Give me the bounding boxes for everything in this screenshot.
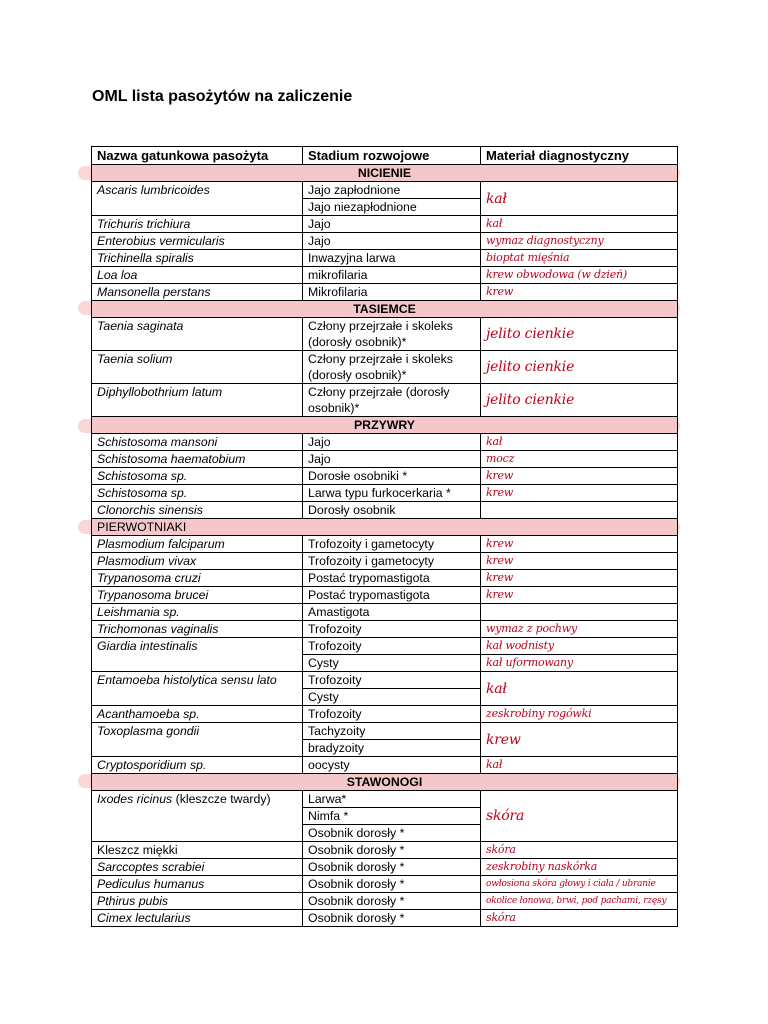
material-handwritten: wymaz z pochwy bbox=[481, 621, 678, 638]
material-handwritten: jelito cienkie bbox=[481, 318, 678, 351]
material-handwritten: krew bbox=[481, 536, 678, 553]
section-stawonogi: STAWONOGI bbox=[92, 774, 678, 791]
header-stage: Stadium rozwojowe bbox=[303, 147, 481, 165]
species-cell: Cryptosporidium sp. bbox=[92, 757, 303, 774]
table-row bbox=[92, 182, 678, 199]
stage-cell: Amastigota bbox=[303, 604, 481, 621]
species-cell: Toxoplasma gondii bbox=[92, 723, 303, 757]
stage-cell: Cysty bbox=[303, 689, 481, 706]
table-row bbox=[92, 791, 678, 808]
table-row bbox=[92, 468, 678, 485]
species-cell: Giardia intestinalis bbox=[92, 638, 303, 672]
table-row bbox=[92, 318, 678, 351]
stage-cell: Jajo bbox=[303, 216, 481, 233]
stage-cell: Tachyzoity bbox=[303, 723, 481, 740]
species-cell: Ascaris lumbricoides bbox=[92, 182, 303, 216]
table-row bbox=[92, 876, 678, 893]
table-row bbox=[92, 451, 678, 468]
material-handwritten: bioptat mięśnia bbox=[481, 250, 678, 267]
table-row bbox=[92, 216, 678, 233]
species-cell: Kleszcz miękki bbox=[92, 842, 303, 859]
species-cell: Trichinella spiralis bbox=[92, 250, 303, 267]
table-row bbox=[92, 250, 678, 267]
section-nicienie: NICIENIE bbox=[92, 165, 678, 182]
table-row bbox=[92, 553, 678, 570]
stage-cell: Jajo zapłodnione bbox=[303, 182, 481, 199]
species-cell: Entamoeba histolytica sensu lato bbox=[92, 672, 303, 706]
material-handwritten: krew bbox=[481, 468, 678, 485]
material-handwritten: owłosiona skóra głowy i ciała / ubranie bbox=[481, 876, 678, 893]
section-pierwotniaki: PIERWOTNIAKI bbox=[92, 519, 678, 536]
stage-cell: Postać trypomastigota bbox=[303, 587, 481, 604]
species-cell: Sarccoptes scrabiei bbox=[92, 859, 303, 876]
header-row bbox=[92, 147, 678, 165]
material-handwritten: kał wodnisty bbox=[481, 638, 678, 655]
material-handwritten bbox=[481, 502, 678, 519]
stage-cell: Człony przejrzałe (dorosły osobnik)* bbox=[303, 384, 481, 417]
species-cell: Clonorchis sinensis bbox=[92, 502, 303, 519]
stage-cell: Trofozoity bbox=[303, 706, 481, 723]
stage-cell: Osobnik dorosły * bbox=[303, 842, 481, 859]
material-handwritten: krew bbox=[481, 284, 678, 301]
material-handwritten: krew obwodowa (w dzień) bbox=[481, 267, 678, 284]
material-handwritten: krew bbox=[481, 723, 678, 757]
table-row bbox=[92, 621, 678, 638]
material-handwritten: kał bbox=[481, 182, 678, 216]
species-cell: Schistosoma sp. bbox=[92, 485, 303, 502]
table-row bbox=[92, 587, 678, 604]
stage-cell: Larwa* bbox=[303, 791, 481, 808]
table-row bbox=[92, 351, 678, 384]
species-note: (kleszcze twardy) bbox=[172, 792, 271, 806]
species-cell: Loa loa bbox=[92, 267, 303, 284]
material-handwritten: mocz bbox=[481, 451, 678, 468]
stage-cell: Inwazyjna larwa bbox=[303, 250, 481, 267]
material-handwritten: okolice łonowa, brwi, pod pachami, rzęsy bbox=[481, 893, 678, 910]
species-cell: Plasmodium falciparum bbox=[92, 536, 303, 553]
material-handwritten: jelito cienkie bbox=[481, 384, 678, 417]
table-row bbox=[92, 723, 678, 740]
stage-cell: bradyzoity bbox=[303, 740, 481, 757]
species-cell: Pediculus humanus bbox=[92, 876, 303, 893]
material-handwritten: krew bbox=[481, 570, 678, 587]
species-cell: Taenia saginata bbox=[92, 318, 303, 351]
species-cell: Leishmania sp. bbox=[92, 604, 303, 621]
table-row bbox=[92, 859, 678, 876]
species-cell: Cimex lectularius bbox=[92, 910, 303, 927]
stage-cell: Dorosłe osobniki * bbox=[303, 468, 481, 485]
table-row bbox=[92, 502, 678, 519]
stage-cell: Trofozoity bbox=[303, 672, 481, 689]
material-handwritten: kał bbox=[481, 216, 678, 233]
table-row bbox=[92, 672, 678, 689]
parasite-table bbox=[91, 146, 678, 927]
species-cell: Diphyllobothrium latum bbox=[92, 384, 303, 417]
species-name: Ixodes ricinus bbox=[97, 792, 173, 806]
material-handwritten: skóra bbox=[481, 842, 678, 859]
table-row bbox=[92, 604, 678, 621]
table-row bbox=[92, 910, 678, 927]
section-tasiemce: TASIEMCE bbox=[92, 301, 678, 318]
species-cell: Trichomonas vaginalis bbox=[92, 621, 303, 638]
stage-cell: Larwa typu furkocerkaria * bbox=[303, 485, 481, 502]
material-handwritten: skóra bbox=[481, 910, 678, 927]
stage-cell: Jajo niezapłodnione bbox=[303, 199, 481, 216]
stage-cell: oocysty bbox=[303, 757, 481, 774]
stage-cell: Człony przejrzałe i skoleks (dorosły osobnik)* bbox=[303, 351, 481, 384]
species-cell: Schistosoma haematobium bbox=[92, 451, 303, 468]
material-handwritten: krew bbox=[481, 587, 678, 604]
stage-cell: Cysty bbox=[303, 655, 481, 672]
table-row bbox=[92, 267, 678, 284]
table-row bbox=[92, 384, 678, 417]
stage-cell: Jajo bbox=[303, 434, 481, 451]
material-handwritten: zeskrobiny naskórka bbox=[481, 859, 678, 876]
stage-cell: Człony przejrzałe i skoleks (dorosły osobnik)* bbox=[303, 318, 481, 351]
stage-cell: Trofozoity bbox=[303, 638, 481, 655]
stage-cell: Postać trypomastigota bbox=[303, 570, 481, 587]
stage-cell: Osobnik dorosły * bbox=[303, 893, 481, 910]
header-species: Nazwa gatunkowa pasożyta bbox=[92, 147, 303, 165]
table-row bbox=[92, 842, 678, 859]
material-handwritten: kał bbox=[481, 672, 678, 706]
species-cell: Schistosoma mansoni bbox=[92, 434, 303, 451]
table-row bbox=[92, 570, 678, 587]
stage-cell: Osobnik dorosły * bbox=[303, 876, 481, 893]
stage-cell: Mikrofilaria bbox=[303, 284, 481, 301]
material-handwritten: jelito cienkie bbox=[481, 351, 678, 384]
species-cell: Enterobius vermicularis bbox=[92, 233, 303, 250]
table-row bbox=[92, 706, 678, 723]
page-title: OML lista pasożytów na zaliczenie bbox=[92, 88, 353, 105]
table-row bbox=[92, 284, 678, 301]
material-handwritten: kał bbox=[481, 434, 678, 451]
species-cell: Mansonella perstans bbox=[92, 284, 303, 301]
table-row bbox=[92, 233, 678, 250]
material-handwritten: skóra bbox=[481, 791, 678, 842]
material-handwritten: wymaz diagnostyczny bbox=[481, 233, 678, 250]
stage-cell: Trofozoity i gametocyty bbox=[303, 553, 481, 570]
stage-cell: Trofozoity bbox=[303, 621, 481, 638]
species-cell: Acanthamoeba sp. bbox=[92, 706, 303, 723]
stage-cell: Jajo bbox=[303, 233, 481, 250]
section-przywry: PRZYWRY bbox=[92, 417, 678, 434]
species-cell: Pthirus pubis bbox=[92, 893, 303, 910]
table-row bbox=[92, 893, 678, 910]
species-cell: Trichuris trichiura bbox=[92, 216, 303, 233]
header-material: Materiał diagnostyczny bbox=[481, 147, 678, 165]
table-row bbox=[92, 434, 678, 451]
stage-cell: Trofozoity i gametocyty bbox=[303, 536, 481, 553]
table-row bbox=[92, 536, 678, 553]
material-handwritten: krew bbox=[481, 485, 678, 502]
table-row bbox=[92, 757, 678, 774]
stage-cell: mikrofilaria bbox=[303, 267, 481, 284]
material-handwritten: krew bbox=[481, 553, 678, 570]
species-cell: Trypanosoma cruzi bbox=[92, 570, 303, 587]
stage-cell: Osobnik dorosły * bbox=[303, 910, 481, 927]
stage-cell: Osobnik dorosły * bbox=[303, 825, 481, 842]
species-cell bbox=[92, 791, 303, 842]
material-handwritten: kał bbox=[481, 757, 678, 774]
stage-cell: Nimfa * bbox=[303, 808, 481, 825]
table-row bbox=[92, 485, 678, 502]
stage-cell: Dorosły osobnik bbox=[303, 502, 481, 519]
material-handwritten: zeskrobiny rogówki bbox=[481, 706, 678, 723]
material-handwritten: kał uformowany bbox=[481, 655, 678, 672]
stage-cell: Osobnik dorosły * bbox=[303, 859, 481, 876]
material-handwritten bbox=[481, 604, 678, 621]
table-row bbox=[92, 638, 678, 655]
species-cell: Taenia solium bbox=[92, 351, 303, 384]
species-cell: Trypanosoma brucei bbox=[92, 587, 303, 604]
species-cell: Plasmodium vivax bbox=[92, 553, 303, 570]
stage-cell: Jajo bbox=[303, 451, 481, 468]
species-cell: Schistosoma sp. bbox=[92, 468, 303, 485]
